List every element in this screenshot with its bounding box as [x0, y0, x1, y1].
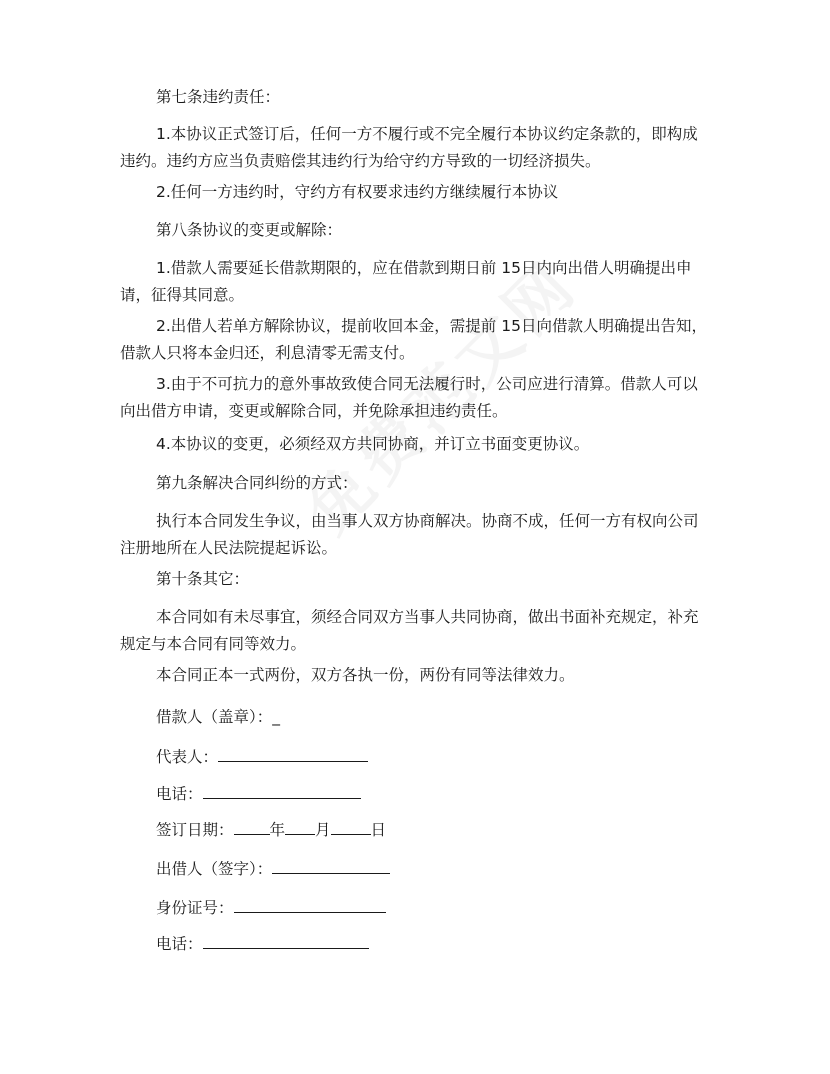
article-7-clause-2: 2.任何一方违约时，守约方有权要求违约方继续履行本协议: [156, 183, 559, 201]
article-9-body: 执行本合同发生争议，由当事人双方协商解决。协商不成，任何一方有权向公司注册地所在人民法院提起诉讼。: [120, 512, 699, 557]
representative-blank: [218, 745, 368, 762]
day-blank: [331, 818, 371, 835]
sign-date-field: 签订日期： 年 月 日: [156, 818, 386, 842]
article-8-heading: 第八条协议的变更或解除：: [156, 221, 343, 239]
copies-clause: 本合同正本一式两份，双方各执一份，两份有同等法律效力。: [156, 666, 575, 684]
article-8-clause-2: 2.出借人若单方解除协议，提前收回本金，需提前 15日向借款人明确提出告知，借款人只将本金归还，利息清零无需支付。: [120, 317, 707, 362]
phone-blank-2: [203, 932, 369, 949]
lender-blank: [272, 857, 390, 874]
article-8-clause-1: 1.借款人需要延长借款期限的，应在借款到期日前 15日内向出借人明确提出申请，征得其同意。: [120, 259, 692, 304]
article-7-clause-1: 1.本协议正式签订后，任何一方不履行或不完全履行本协议约定条款的，即构成违约。违约方应当负责赔偿其违约行为给守约方导致的一切经济损失。: [120, 125, 698, 170]
article-8-clause-3: 3.由于不可抗力的意外事故致使合同无法履行时，公司应进行清算。借款人可以向出借方申请，变更或解除合同，并免除承担违约责任。: [120, 375, 698, 420]
phone-field-1: 电话：: [156, 782, 361, 806]
article-9-heading: 第九条解决合同纠纷的方式：: [156, 474, 358, 492]
phone-blank-1: [203, 782, 361, 799]
representative-field: 代表人：: [156, 745, 368, 769]
article-10-body: 本合同如有未尽事宜，须经合同双方当事人共同协商，做出书面补充规定，补充规定与本合同有同等效力。: [120, 608, 699, 653]
article-7-heading: 第七条违约责任：: [156, 88, 281, 106]
year-blank: [234, 818, 270, 835]
article-10-heading: 第十条其它：: [156, 570, 250, 588]
id-number-blank: [234, 896, 386, 913]
borrower-seal-field: 借款人（盖章）：_: [156, 708, 281, 726]
article-8-clause-4: 4.本协议的变更，必须经双方共同协商，并订立书面变更协议。: [156, 435, 590, 453]
phone-field-2: 电话：: [156, 932, 369, 956]
lender-signature-field: 出借人（签字）：: [156, 857, 390, 881]
month-blank: [285, 818, 315, 835]
id-number-field: 身份证号：: [156, 896, 386, 920]
